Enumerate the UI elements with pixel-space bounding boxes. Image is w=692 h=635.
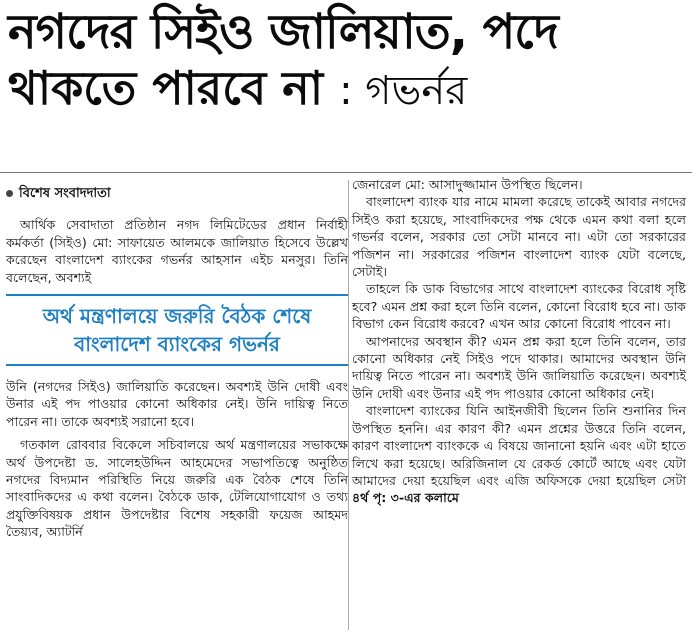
- paragraph: আর্থিক সেবাদাতা প্রতিষ্ঠান নগদ লিমিটেডের প্রধান নির্বাহী কর্মকর্তা (সিইও) মো: সাফায়েত আলমকে জালিয়াত হিসেবে উল্লেখ করেছেন বাংলাদেশ ব্যাংকের গভর্নর আহসান এইচ মনসুর। তিনি বলেছেন, অবশ্যই: [6, 217, 348, 285]
- paragraph: আপনাদের অবস্থান কী? এমন প্রশ্ন করা হলে তিনি বলেন, তার কোনো অধিকার নেই সিইও পদে থাকার। আমাদের অবস্থান উনি দায়িত্ব নিতে পারেন না। অবশ্যই উনি জালিয়াতি করেছেন। অবশ্যই উনি দোষী এবং উনার এই পদ পাওয়ার কোনো অধিকার নেই।: [352, 333, 686, 401]
- paragraph: বাংলাদেশ ব্যাংক যার নামে মামলা করেছে তাকেই আবার নগদের সিইও করা হয়েছে, সাংবাদিকদের পক্ষ থেকে এমন কথা বলা হলে গভর্নর বলেন, সরকার তো সেটা মানবে না। এটা তো সরকারের পজিশন না। সরকারের পজিশন বাংলাদেশ ব্যাংক যেটা বলেছে, সেটাই।: [352, 194, 686, 280]
- byline-text: বিশেষ সংবাদদাতা: [19, 186, 111, 201]
- headline-line-2-sub: : গভর্নর: [339, 67, 468, 114]
- paragraph-text: বাংলাদেশ ব্যাংকের যিনি আইনজীবী ছিলেন তিনি শুনানির দিন উপস্থিত হননি। এর কারণ কী? এমন প্রশ্নের উত্তরে তিনি বলেন, কারণ বাংলাদেশ ব্যাংককে এ বিষয়ে জানানো হয়নি এবং এটা হাতে লিখে করা হয়েছে। অরিজিনাল যে রেকর্ড কোর্টে আছে এবং যেটা আমাদের দেয়া হয়েছিল এবং এজি অফিসকে দেয়া হয়েছিল সেটা: [352, 403, 686, 488]
- paragraph: গতকাল রোববার বিকেলে সচিবালয়ে অর্থ মন্ত্রণালয়ের সভাকক্ষে অর্থ উপদেষ্টা ড. সালেহউদ্দিন আহমেদের সভাপতিত্বে অনুষ্ঠিত নগদের বিদ্যমান পরিস্থিতি নিয়ে জরুরি এক বৈঠক শেষে তিনি সাংবাদিকদের এ কথা বলেন। বৈঠকে ডাক, টেলিযোগাযোগ ও তথ্য প্রযুক্তিবিষয়ক প্রধান উপদেষ্টার বিশেষ সহকারী ফয়েজ আহমদ তৈয়্যব, অ্যাটর্নি: [6, 437, 348, 540]
- continuation-note: ৪র্থ পৃ: ৩-এর কলামে: [352, 490, 459, 506]
- headline-line-1: নগদের সিইও জালিয়াত, পদে: [8, 4, 558, 60]
- headline: [8, 4, 684, 115]
- bullet-icon: [6, 190, 13, 197]
- column-divider: [348, 180, 349, 630]
- byline: [6, 185, 348, 202]
- paragraph: জেনারেল মো: আসাদুজ্জামান উপস্থিত ছিলেন।: [352, 177, 583, 192]
- headline-rule: [0, 172, 692, 173]
- paragraph: উনি (নগদের সিইও) জালিয়াতি করেছেন। অবশ্যই উনি দোষী এবং উনার এই পদ পাওয়ার কোনো অধিকার নেই। উনি দায়িত্ব নিতে পারেন না। তাকে অবশ্যই সরানো হবে।: [6, 379, 348, 429]
- headline-line-2-main: থাকতে পারবে না: [8, 60, 324, 115]
- paragraph: [352, 402, 686, 506]
- paragraph: তাহলে কি ডাক বিভাগের সাথে বাংলাদেশ ব্যাংকের বিরোধ সৃষ্টি হবে? এমন প্রশ্ন করা হলে তিনি বলেন, কোনো বিরোধ হবে না। ডাক বিভাগ কেন বিরোধ করবে? এখন আর কোনো বিরোধ পাবেন না।: [352, 281, 686, 332]
- left-column: [6, 185, 348, 541]
- headline-line-2: [8, 61, 684, 115]
- right-column: [352, 176, 686, 507]
- pullquote: অর্থ মন্ত্রণালয়ে জরুরি বৈঠক শেষে বাংলাদেশ ব্যাংকের গভর্নর: [6, 294, 348, 366]
